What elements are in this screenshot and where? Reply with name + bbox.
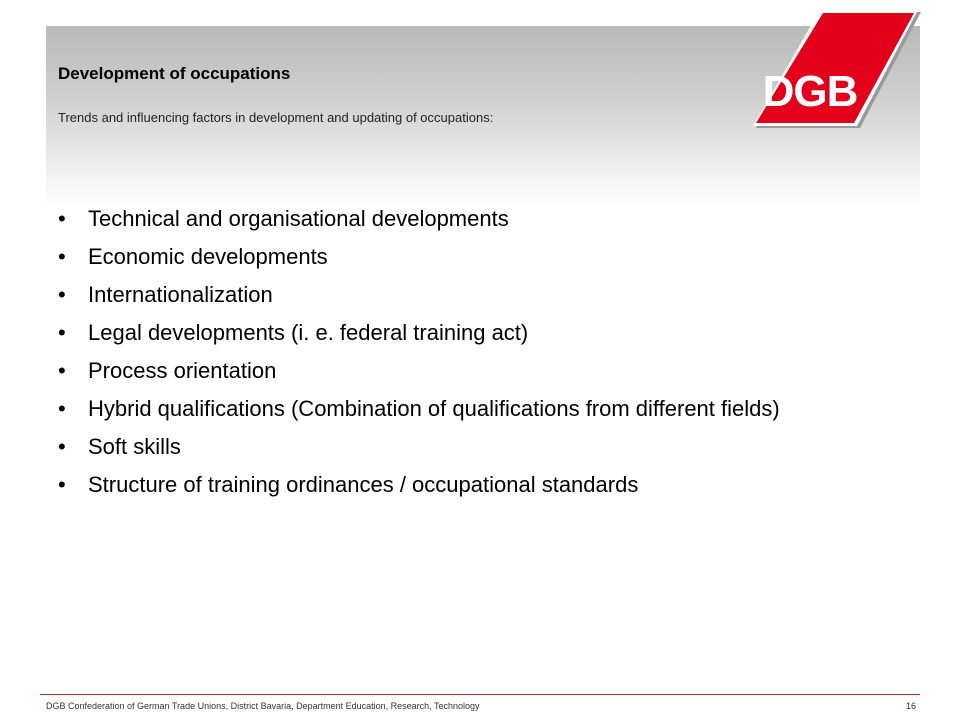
bullet-text: Soft skills (88, 434, 181, 459)
logo-text: DGB (762, 67, 858, 116)
bullet-item (58, 470, 878, 500)
slide-title: Development of occupations (58, 64, 291, 83)
bullet-dot: • (58, 320, 66, 345)
bullet-list (58, 204, 878, 508)
footer-text: DGB Confederation of German Trade Unions, District Bavaria, Department Education, Research, Technology (46, 701, 480, 711)
bullet-item (58, 356, 878, 386)
bullet-dot: • (58, 472, 66, 497)
bullet-dot: • (58, 358, 66, 383)
bullet-dot: • (58, 206, 66, 231)
bullet-item (58, 394, 878, 424)
page-number: 16 (905, 701, 916, 711)
bullet-text: Hybrid qualifications (Combination of qualifications from different fields) (88, 396, 780, 421)
bullet-item (58, 318, 878, 348)
bullet-dot: • (58, 282, 66, 307)
footer-divider (40, 694, 920, 695)
bullet-item (58, 242, 878, 272)
bullet-dot: • (58, 396, 66, 421)
bullet-item (58, 204, 878, 234)
bullet-text: Technical and organisational developments (88, 206, 509, 231)
bullet-text: Economic developments (88, 244, 328, 269)
dgb-logo (748, 8, 924, 130)
bullet-text: Legal developments (i. e. federal training act) (88, 320, 529, 345)
bullet-dot: • (58, 434, 66, 459)
bullet-text: Internationalization (88, 282, 273, 307)
bullet-dot: • (58, 244, 66, 269)
slide-subtitle: Trends and influencing factors in development and updating of occupations: (58, 110, 494, 125)
bullet-text: Structure of training ordinances / occupational standards (88, 472, 639, 497)
bullet-item (58, 432, 878, 462)
bullet-text: Process orientation (88, 358, 277, 383)
bullet-item (58, 280, 878, 310)
